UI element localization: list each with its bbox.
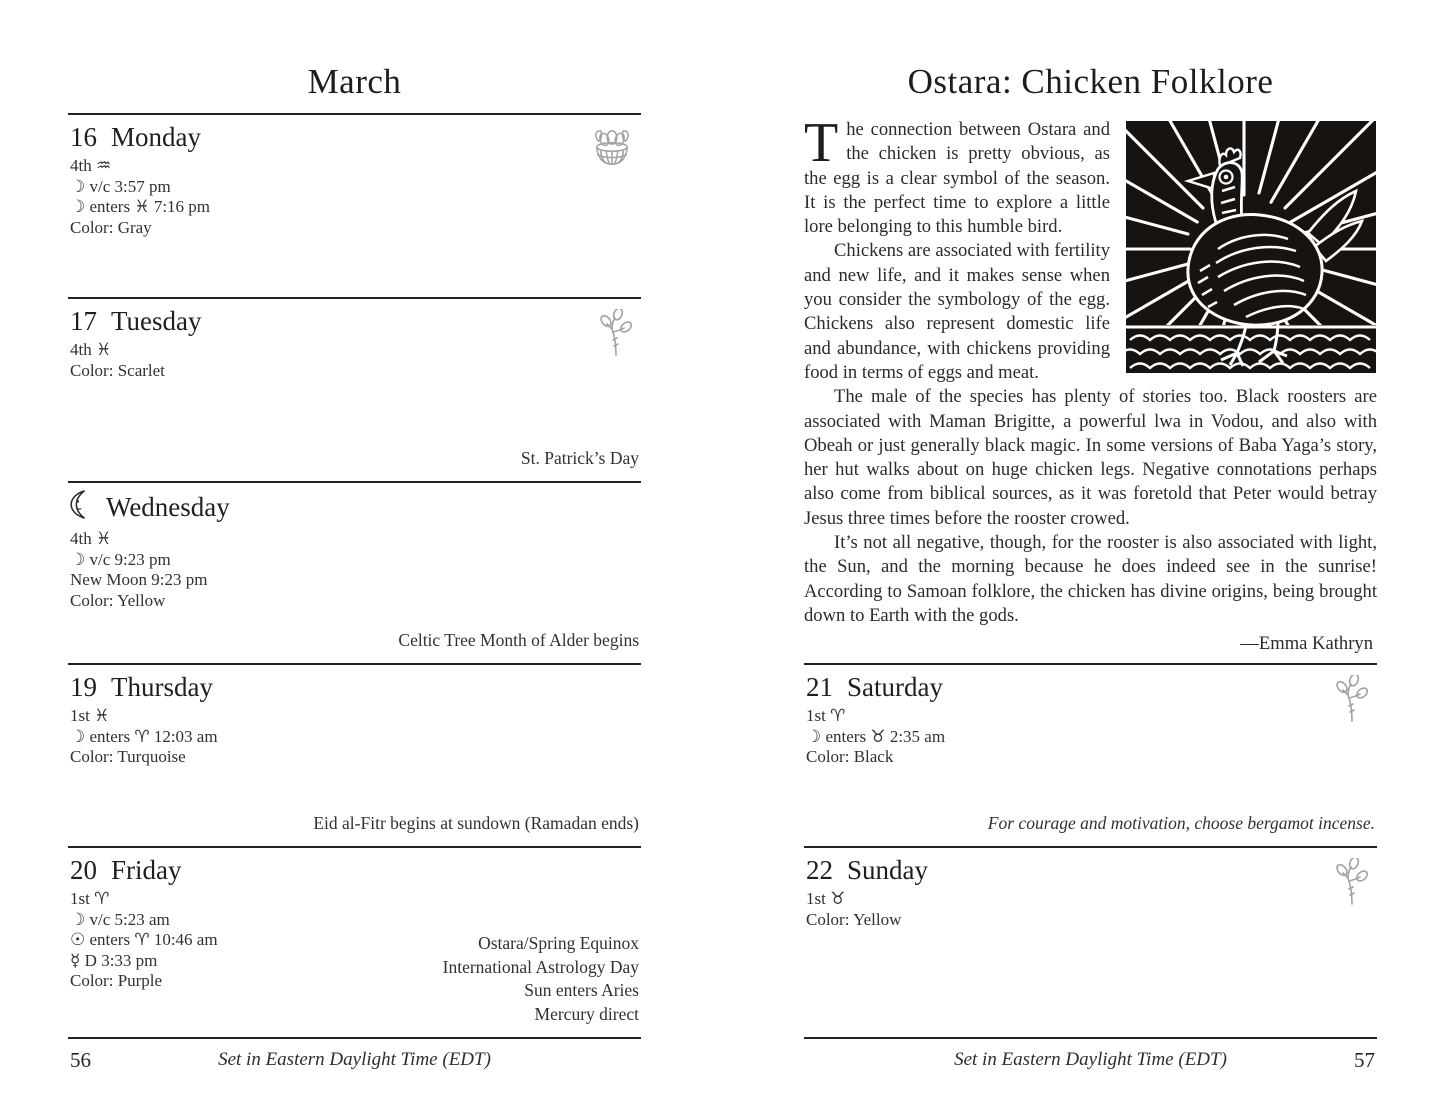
day-header	[68, 672, 641, 703]
article-paragraph: It’s not all negative, though, for the rooster is also associated with light, the Sun, and the morning because he does indeed see in the sunrise! According to Samoan folklore, the chicken has divine origins, being brought down to Earth with the gods.	[804, 532, 1377, 626]
holiday-note: Ostara/Spring Equinox	[478, 933, 639, 953]
day-holidays	[521, 447, 639, 471]
day-header	[68, 122, 641, 153]
day-detail-line: ☽ enters ♈ 12:03 am	[70, 726, 218, 746]
day-name: Friday	[111, 855, 182, 885]
drop-cap: T	[804, 113, 839, 174]
article-title: Ostara: Chicken Folklore	[907, 62, 1274, 101]
day-detail-line: ☽ enters ♓ 7:16 pm	[70, 197, 211, 216]
day-detail-line: ☉ enters ♈ 10:46 am	[70, 930, 218, 949]
timezone-note: Set in Eastern Daylight Time (EDT)	[954, 1049, 1227, 1070]
day-name: Wednesday	[106, 492, 230, 522]
sprig-icon	[1335, 675, 1371, 728]
day-entry-saturday-21	[804, 663, 1377, 846]
day-holidays	[988, 812, 1375, 836]
day-detail-line: ☽ v/c 3:57 pm	[70, 176, 171, 196]
day-detail-line: 1st ♓	[70, 706, 110, 725]
article-paragraph: The male of the species has plenty of stories too. Black roosters are associated with Maman Brigitte, a powerful lwa in Vodou, and also with Obeah or just generally black magic. In some versions of Baba Yaga’s story, her hut walks about on huge chicken legs. Negative connotations perhaps also come from biblical sources, as it was foretold that Peter would betray Jesus three times before the rooster crowed.	[804, 386, 1377, 529]
day-detail-line: Color: Gray	[70, 217, 152, 237]
day-header	[804, 672, 1377, 703]
sprig-icon	[599, 309, 635, 362]
day-name: Monday	[111, 122, 201, 152]
day-detail-line: ☽ enters ♉ 2:35 am	[806, 726, 946, 746]
day-holidays	[313, 812, 639, 836]
day-number: 17	[70, 306, 97, 336]
day-detail-line: ☿ D 3:33 pm	[70, 950, 158, 970]
day-details	[68, 529, 641, 611]
article-body	[804, 113, 1377, 663]
day-detail-line: Color: Purple	[70, 971, 163, 990]
chicken-woodcut-illustration	[1125, 121, 1377, 373]
day-detail-line: 4th ♓	[70, 529, 112, 548]
day-header	[68, 490, 641, 526]
day-entry-wednesday-18	[68, 481, 641, 663]
day-details	[68, 340, 641, 381]
day-detail-line: Color: Yellow	[806, 909, 902, 929]
egg-basket-icon	[589, 125, 635, 174]
day-number: 16	[70, 122, 97, 152]
day-detail-line: Color: Scarlet	[70, 360, 165, 380]
day-entry-friday-20	[68, 846, 641, 1037]
day-detail-line: 4th ♓	[70, 340, 112, 359]
page-title: March	[307, 62, 402, 101]
timezone-note: Set in Eastern Daylight Time (EDT)	[218, 1049, 491, 1070]
left-page-footer	[68, 1037, 641, 1101]
day-details	[804, 706, 1377, 768]
day-detail-line: ☽ v/c 5:23 am	[70, 909, 170, 929]
day-number: 21	[806, 672, 833, 702]
holiday-note: Eid al-Fitr begins at sundown (Ramadan ends)	[313, 812, 639, 833]
day-detail-line: Color: Yellow	[70, 590, 166, 610]
day-name: Sunday	[847, 855, 928, 885]
holiday-note: Mercury direct	[534, 1003, 639, 1024]
holiday-note: Sun enters Aries	[524, 980, 639, 1000]
day-holidays	[398, 629, 639, 653]
page-number: 56	[70, 1048, 91, 1072]
day-header	[68, 306, 641, 337]
day-holidays	[443, 932, 639, 1026]
incense-note: For courage and motivation, choose bergamot incense.	[987, 812, 1375, 833]
day-header	[68, 855, 641, 886]
day-number: 22	[806, 855, 833, 885]
day-details	[68, 706, 641, 768]
article-paragraph: The connection between Ostara and the chicken is pretty obvious, as the egg is a clear symbol of the season. It is the perfect time to explore a little lore belonging to this humble bird.	[804, 113, 1110, 238]
day-header	[804, 855, 1377, 886]
day-detail-line: Color: Black	[806, 747, 894, 766]
right-page	[804, 0, 1377, 1101]
day-entry-sunday-22	[804, 846, 1377, 1037]
day-details	[68, 156, 641, 238]
article-byline: —Emma Kathryn	[1240, 633, 1373, 655]
day-details	[804, 889, 1377, 930]
day-number: 20	[70, 855, 97, 885]
new-moon-icon	[70, 490, 91, 526]
day-entry-monday-16	[68, 113, 641, 297]
article-paragraph: Chickens are associated with fertility and new life, and it makes sense when you consider the symbology of the egg. Chickens also represent domestic life and abundance, with chickens providing food in terms of eggs and meat.	[804, 240, 1110, 383]
page-number: 57	[1354, 1048, 1375, 1072]
day-detail-line: 1st ♈	[806, 706, 846, 725]
holiday-note: Celtic Tree Month of Alder begins	[398, 629, 639, 650]
day-detail-line: 1st ♉	[806, 889, 846, 908]
month-title-block	[68, 0, 641, 113]
day-entry-thursday-19	[68, 663, 641, 846]
holiday-note: St. Patrick’s Day	[520, 447, 639, 468]
left-page	[68, 0, 641, 1101]
day-detail-line: New Moon 9:23 pm	[70, 570, 208, 589]
day-detail-line: 4th ♒	[70, 156, 112, 175]
day-entry-tuesday-17	[68, 297, 641, 481]
day-number: 19	[70, 672, 97, 702]
article-title-block	[804, 0, 1377, 113]
day-name: Thursday	[111, 672, 213, 702]
day-detail-line: Color: Turquoise	[70, 747, 186, 766]
day-name: Saturday	[847, 672, 943, 702]
sprig-icon	[1335, 858, 1371, 911]
holiday-note: International Astrology Day	[442, 956, 639, 977]
day-detail-line: 1st ♈	[70, 889, 110, 908]
day-detail-line: ☽ v/c 9:23 pm	[70, 549, 171, 569]
day-name: Tuesday	[111, 306, 202, 336]
right-page-footer	[804, 1037, 1377, 1101]
